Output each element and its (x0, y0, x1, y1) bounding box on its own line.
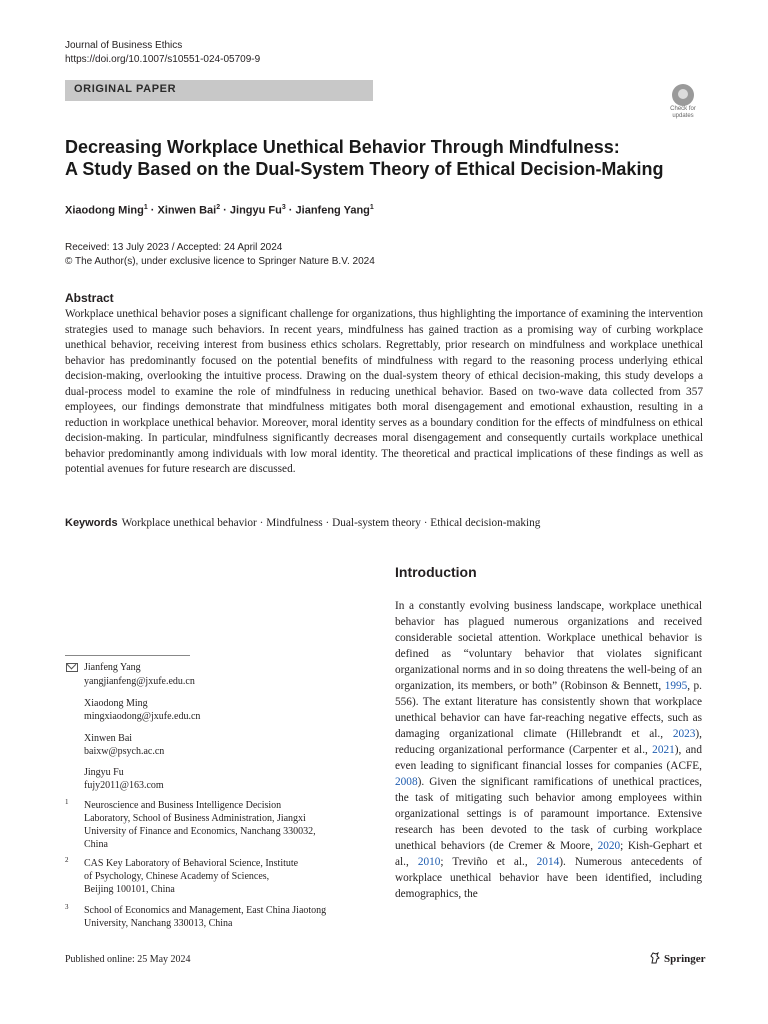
publisher-name: Springer (664, 953, 706, 965)
intro-text-segment: , p. 556). The extant literature has consistently shown that workplace unethical behavior can have far-reaching negative effects, such as damaging organizational climate (Hillebrandt et al., (395, 680, 702, 740)
check-updates-line-1: Check for (670, 106, 696, 112)
keywords-heading: Keywords (65, 517, 118, 529)
intro-text-segment: ; Kish-Gephart et al., (395, 840, 703, 868)
author-name[interactable]: Jianfeng Yang (295, 204, 370, 217)
footnote-divider (65, 655, 190, 656)
contact-name: Xiaodong Ming (84, 698, 148, 709)
check-updates-icon (672, 84, 694, 106)
affiliation-line: Beijing 100101, China (84, 884, 175, 895)
affiliation-line: University of Finance and Economics, Nanchang 330032, (84, 826, 316, 837)
paper-title (65, 136, 705, 180)
springer-horse-icon (650, 952, 660, 964)
contact-name: Jianfeng Yang (84, 662, 141, 673)
author-name[interactable]: Jingyu Fu (229, 204, 282, 217)
contact-name: Jingyu Fu (84, 767, 124, 778)
author-affiliation: 1 (369, 204, 374, 211)
abstract-heading: Abstract (65, 291, 114, 305)
intro-text-segment: ; Treviño et al., (440, 856, 537, 868)
citation-link[interactable]: 2010 (417, 856, 441, 868)
article-type-label: ORIGINAL PAPER (74, 83, 177, 95)
author-separator: · (147, 204, 158, 217)
contact-name: Xinwen Bai (84, 733, 133, 744)
journal-name: Journal of Business Ethics (65, 40, 183, 51)
envelope-icon (66, 663, 78, 672)
check-for-updates-badge[interactable] (665, 84, 701, 124)
article-type-banner (65, 80, 373, 101)
copyright-line: © The Author(s), under exclusive licence to Springer Nature B.V. 2024 (65, 256, 375, 267)
introduction-heading: Introduction (395, 564, 477, 580)
author-separator: · (285, 204, 296, 217)
article-dates (65, 241, 375, 269)
contact-email[interactable]: baixw@psych.ac.cn (84, 746, 165, 757)
citation-link[interactable]: 2014 (536, 856, 560, 868)
keywords-text: Workplace unethical behavior · Mindfulness · Dual-system theory · Ethical decision-making (121, 517, 541, 529)
author-affiliation: 1 (143, 204, 148, 211)
citation-link[interactable]: 2021 (652, 744, 675, 756)
received-accepted: Received: 13 July 2023 / Accepted: 24 April 2024 (65, 242, 283, 253)
affiliation-number: 1 (65, 798, 69, 806)
intro-text-segment: ), and even leading to significant financial losses for companies (ACFE, (395, 744, 702, 772)
affiliation-line: CAS Key Laboratory of Behavioral Science, Institute (84, 858, 299, 869)
author-list (65, 204, 374, 217)
publisher-logo (650, 952, 706, 965)
title-line-2: A Study Based on the Dual-System Theory of Ethical Decision-Making (65, 159, 664, 179)
author-affiliation: 2 (216, 204, 221, 211)
author-affiliation: 3 (281, 204, 286, 211)
author-name[interactable]: Xinwen Bai (157, 204, 217, 217)
intro-text-segment: ). Numerous antecedents of workplace unethical behavior have been identified, including demographics, the (395, 856, 702, 900)
contact-email[interactable]: mingxiaodong@jxufe.edu.cn (84, 711, 201, 722)
check-updates-line-2: updates (672, 113, 694, 119)
contact-email[interactable]: yangjianfeng@jxufe.edu.cn (84, 676, 195, 687)
affiliation-number: 3 (65, 903, 69, 911)
author-name[interactable]: Xiaodong Ming (65, 204, 144, 217)
affiliation-line: of Psychology, Chinese Academy of Sciences, (84, 871, 270, 882)
contact-email[interactable]: fujy2011@163.com (84, 780, 164, 791)
title-line-1: Decreasing Workplace Unethical Behavior Through Mindfulness: (65, 137, 620, 157)
contact-list (65, 661, 365, 791)
introduction-text (395, 598, 702, 902)
citation-link[interactable]: 2020 (597, 840, 621, 852)
affiliation-line: China (84, 839, 108, 850)
abstract-text: Workplace unethical behavior poses a significant challenge for organizations, thus highlighting the importance of examining the intervention strategies used to manage such behaviors. In recent years, mindfulness has gained traction as a promising way of curbing workplace unethical behavior, receiving interest from business ethics scholars. Regrettably, prior research on mindfulness and workplace unethical behavior has predominantly focused on the potential benefits of mindfulness with regard to the reasoning process underlying ethical decision-making, overlooking the intuitive process. Drawing on the dual-system theory of ethical decision-making, this study develops a dual-process model to examine the role of mindfulness in reducing unethical behavior. Based on two-wave data collected from 357 employees, our findings demonstrate that mindfulness mitigates both moral disengagement and emotional exhaustion, resulting in a reduction in workplace unethical behavior. Moreover, moral identity serves as a boundary condition for the effects of mindfulness on ethical decision-making. In particular, mindfulness significantly decreases moral disengagement and consequently curtails workplace unethical behavior predominantly among individuals with low moral identity. The theoretical and practical implications of these findings as well as potential avenues for future research are discussed. (65, 308, 703, 475)
affiliation-line: University, Nanchang 330013, China (84, 918, 233, 929)
published-date: Published online: 25 May 2024 (65, 954, 191, 965)
citation-link[interactable]: 1995 (664, 680, 688, 692)
citation-link[interactable]: 2008 (395, 776, 418, 788)
intro-text-segment: In a constantly evolving business landscape, workplace unethical behavior has plagued numerous organizations and received considerable societal attention. Workplace unethical behavior is defined as “voluntary behavior that violates significant organizational norms and in so doing threatens the well-being of an organization, its members, or both” (Robinson & Bennett, (395, 600, 702, 692)
intro-text-segment: ), reducing organizational performance (Carpenter et al., (395, 728, 702, 756)
affiliation-line: Neuroscience and Business Intelligence Decision (84, 800, 282, 811)
citation-link[interactable]: 2023 (672, 728, 696, 740)
doi-link[interactable]: https://doi.org/10.1007/s10551-024-05709-9 (65, 54, 261, 65)
author-separator: · (220, 204, 230, 217)
keywords-line (65, 517, 540, 529)
affiliation-line: School of Economics and Management, East China Jiaotong (84, 905, 327, 916)
intro-text-segment: ). Given the significant ramifications of unethical practices, the task of mitigating such behavior among employees within organizational settings is of paramount importance. Extensive research has been devoted to the task of curbing workplace unethical behaviors (de Cremer & Moore, (395, 776, 702, 852)
affiliation-line: Laboratory, School of Business Administration, Jiangxi (84, 813, 306, 824)
affiliation-number: 2 (65, 856, 69, 864)
